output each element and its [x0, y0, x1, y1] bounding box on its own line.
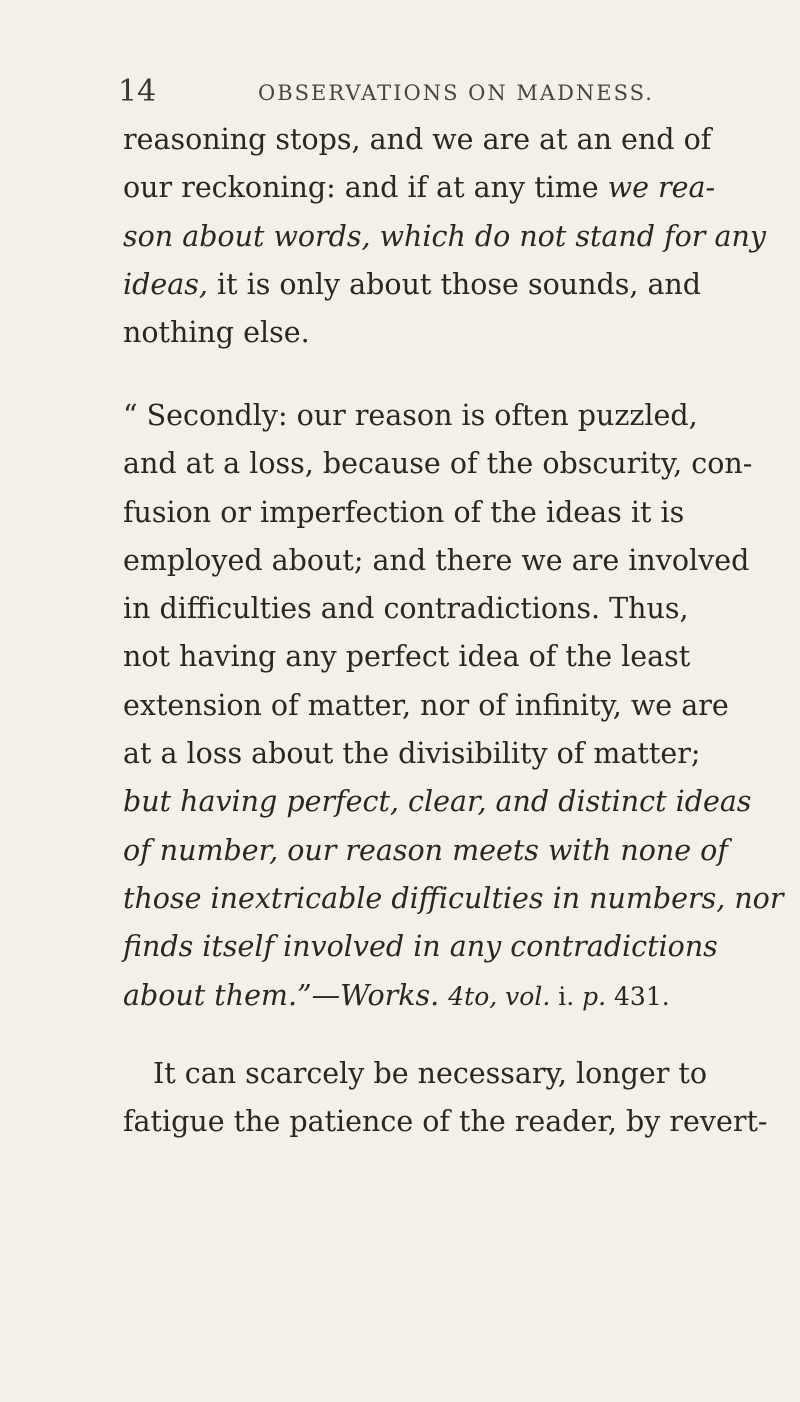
- text-line: not having any perfect idea of the least: [123, 640, 691, 674]
- citation-line: about them.”—Works. 4to, vol. i. p. 431.: [123, 978, 670, 1012]
- text-line: fatigue the patience of the reader, by revert-: [123, 1105, 768, 1139]
- page-header: [118, 72, 718, 112]
- paragraph-2: [123, 392, 784, 1020]
- text-line: those inextricable difficulties in numbers, nor: [123, 881, 784, 915]
- text-line: nothing else.: [123, 316, 310, 350]
- paragraph-1: [123, 116, 766, 357]
- text-line: extension of matter, nor of infinity, we are: [123, 688, 729, 722]
- text-line: fusion or imperfection of the ideas it is: [123, 495, 685, 529]
- text-line: our reckoning: and if at any time we rea-: [123, 171, 716, 205]
- text-line: ideas, it is only about those sounds, and: [123, 267, 702, 301]
- page-number: 14: [118, 74, 157, 109]
- text-line: finds itself involved in any contradictions: [123, 930, 718, 964]
- paragraph-3: [123, 1050, 768, 1147]
- text-line: in difficulties and contradictions. Thus,: [123, 592, 689, 626]
- text-line: of number, our reason meets with none of: [123, 833, 728, 867]
- running-head: OBSERVATIONS ON MADNESS.: [258, 81, 654, 105]
- text-line: reasoning stops, and we are at an end of: [123, 123, 712, 156]
- text-line: “ Secondly: our reason is often puzzled,: [123, 399, 698, 432]
- text-line: son about words, which do not stand for any: [123, 219, 766, 253]
- text-line: but having perfect, clear, and distinct ideas: [123, 785, 752, 819]
- text-line: at a loss about the divisibility of matter;: [123, 737, 701, 771]
- text-line: employed about; and there we are involved: [123, 543, 750, 577]
- text-line: and at a loss, because of the obscurity, con-: [123, 447, 753, 481]
- text-line: It can scarcely be necessary, longer to: [153, 1057, 707, 1090]
